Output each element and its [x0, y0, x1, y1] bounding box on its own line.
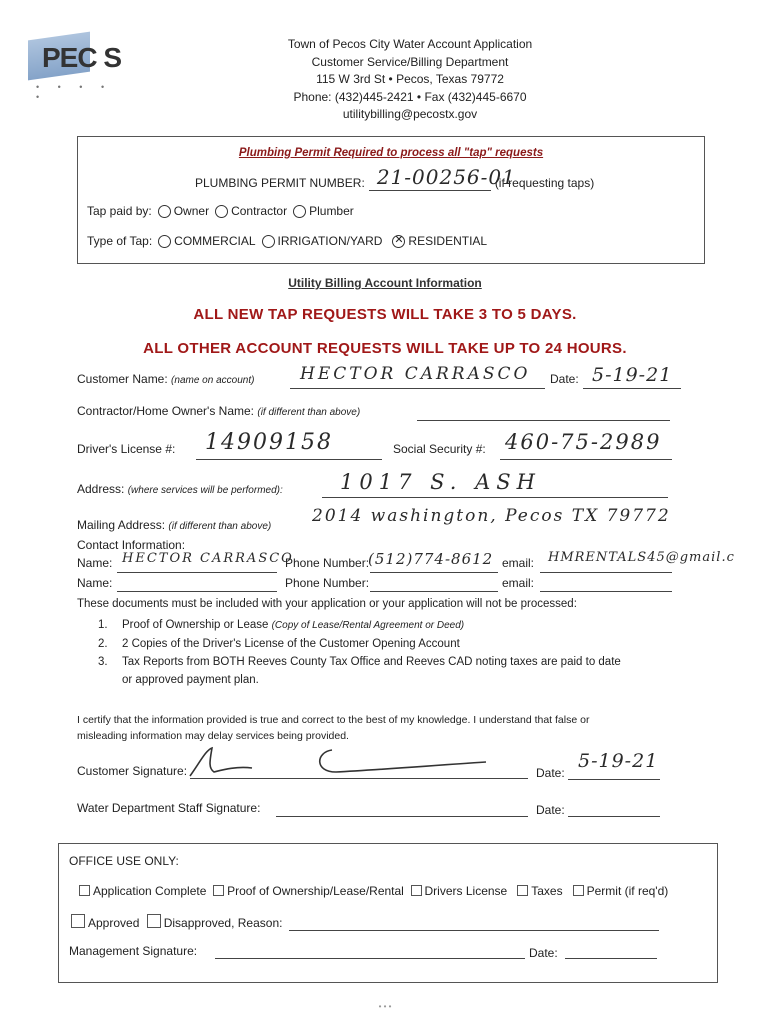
mailing-address-value: 2014 washington, Pecos TX 79772 [312, 506, 671, 526]
checkbox-disapproved[interactable] [147, 914, 161, 928]
tap-paid-plumber-label: Plumber [309, 204, 354, 218]
permit-number-field[interactable] [369, 165, 516, 191]
tap-type-label: Type of Tap: [87, 234, 153, 248]
date-label: Date: [550, 372, 579, 386]
ssn-value: 460-75-2989 [505, 430, 662, 454]
address-value: 1017 S. ASH [340, 470, 541, 494]
customer-name-field[interactable] [290, 388, 545, 389]
letterhead [220, 36, 600, 124]
date-value: 5-19-21 [592, 364, 673, 386]
permit-number-suffix: (if requesting taps) [494, 176, 595, 190]
document-item: 2. 2 Copies of the Driver's License of the Customer Opening Account [98, 638, 460, 650]
staff-date-field[interactable] [568, 816, 660, 817]
header-phone: Phone: (432)445-2421 • Fax (432)445-6670 [293, 89, 527, 104]
logo-text: PEC S [42, 42, 122, 73]
document-item: 1. Proof of Ownership or Lease (Copy of Lease/Rental Agreement or Deed) [98, 619, 465, 631]
customer-date-value: 5-19-21 [578, 750, 659, 772]
drivers-license-value: 14909158 [205, 430, 333, 455]
banner-other-requests: ALL OTHER ACCOUNT REQUESTS WILL TAKE UP TO 24 HOURS. [143, 340, 627, 357]
footer-mark: • • • [378, 1002, 392, 1011]
email2-field[interactable] [540, 591, 672, 592]
radio-irrigation[interactable] [262, 235, 275, 248]
contractor-hint: (if different than above) [257, 407, 361, 418]
contractor-name-field[interactable] [417, 420, 670, 421]
address-label: Address: (where services will be performed): [77, 482, 283, 496]
management-signature-label: Management Signature: [69, 944, 198, 958]
documents-list [98, 616, 698, 689]
checkbox-proof-ownership[interactable] [213, 885, 224, 896]
tap-paid-owner-label: Owner [173, 204, 210, 218]
email-field[interactable] [540, 572, 672, 573]
logo-dots: • • • • • [36, 82, 113, 102]
checkbox-application-complete[interactable] [79, 885, 90, 896]
email-value: HMRENTALS45@gmail.c [548, 550, 735, 565]
phone2-field[interactable] [370, 591, 498, 592]
drivers-license-field[interactable] [196, 459, 382, 460]
customer-name-value: HECTOR CARRASCO [300, 364, 531, 384]
management-date-field[interactable] [565, 958, 657, 959]
office-use-title: OFFICE USE ONLY: [69, 854, 179, 868]
contact-name-field[interactable] [117, 572, 277, 573]
tap-paid-row [87, 204, 354, 218]
ssn-label: Social Security #: [393, 442, 486, 456]
permit-number-label: PLUMBING PERMIT NUMBER: [195, 176, 365, 190]
header-title: Town of Pecos City Water Account Application [287, 37, 533, 51]
contact2-name-field[interactable] [117, 591, 277, 592]
radio-plumber[interactable] [293, 205, 306, 218]
email2-label: email: [502, 576, 535, 590]
certification-text: I certify that the information provided is true and correct to the best of my knowledge. I understand that false or misleading information may delay services being provided. [77, 714, 590, 742]
checkbox-permit[interactable] [573, 885, 584, 896]
customer-name-hint: (name on account) [171, 375, 255, 386]
tap-type-commercial-label: COMMERCIAL [174, 234, 256, 248]
permit-number-value: 21-00256-01 [376, 165, 516, 189]
reason-field[interactable] [289, 930, 659, 931]
email-label: email: [502, 556, 535, 570]
office-checks-row: Application Complete Proof of Ownership/Lease/Rental Drivers License Taxes Permit (if req'd) [79, 884, 668, 898]
permit-number-row [195, 165, 595, 191]
management-date-label: Date: [529, 946, 558, 960]
documents-intro: These documents must be included with your application or your application will not be processed: [77, 598, 577, 610]
header-address: 115 W 3rd St • Pecos, Texas 79772 [316, 72, 504, 86]
staff-date-label: Date: [536, 803, 565, 817]
approval-row: Approved Disapproved, Reason: [71, 914, 282, 930]
date-field[interactable] [583, 388, 681, 389]
staff-signature-label: Water Department Staff Signature: [77, 801, 261, 815]
customer-signature-label: Customer Signature: [77, 764, 188, 778]
contact-info-label: Contact Information: [77, 538, 186, 552]
customer-name-label: Customer Name: (name on account) [77, 372, 255, 386]
checkbox-approved[interactable] [71, 914, 85, 928]
address-field[interactable] [322, 497, 668, 498]
radio-contractor[interactable] [215, 205, 228, 218]
tap-paid-label: Tap paid by: [87, 204, 152, 218]
contractor-name-label: Contractor/Home Owner's Name: (if different than above) [77, 404, 361, 418]
tap-type-residential-label: RESIDENTIAL [408, 234, 488, 248]
radio-commercial[interactable] [158, 235, 171, 248]
tap-type-irrigation-label: IRRIGATION/YARD [277, 234, 383, 248]
ssn-field[interactable] [500, 459, 672, 460]
phone-label: Phone Number: [285, 556, 370, 570]
radio-residential[interactable] [392, 235, 405, 248]
plumbing-permit-box [77, 136, 705, 264]
tap-type-row [87, 234, 487, 248]
contact-name-label: Name: [77, 556, 113, 570]
pecos-logo [14, 30, 124, 100]
permit-notice: Plumbing Permit Required to process all "tap" requests [238, 147, 544, 159]
contact2-name-label: Name: [77, 576, 113, 590]
checkbox-taxes[interactable] [517, 885, 528, 896]
billing-section-title: Utility Billing Account Information [288, 276, 482, 290]
customer-date-label: Date: [536, 766, 565, 780]
tap-paid-contractor-label: Contractor [231, 204, 288, 218]
drivers-license-label: Driver's License #: [77, 442, 176, 456]
contact-name-value: HECTOR CARRASCO [122, 551, 294, 566]
staff-signature-field[interactable] [276, 816, 528, 817]
phone2-label: Phone Number: [285, 576, 370, 590]
customer-date-field[interactable] [568, 779, 660, 780]
management-signature-field[interactable] [215, 958, 525, 959]
office-use-box [58, 843, 718, 983]
mailing-hint: (if different than above) [168, 521, 272, 532]
document-item-continued: or approved payment plan. [122, 674, 259, 686]
header-department: Customer Service/Billing Department [311, 54, 509, 69]
mailing-address-label: Mailing Address: (if different than above) [77, 518, 272, 532]
customer-signature-image [186, 742, 526, 782]
banner-new-tap: ALL NEW TAP REQUESTS WILL TAKE 3 TO 5 DAYS. [193, 306, 577, 323]
address-hint: (where services will be performed): [127, 485, 283, 496]
header-email: utilitybilling@pecostx.gov [342, 107, 478, 121]
phone-value: (512)774-8612 [368, 550, 494, 568]
phone-field[interactable] [370, 572, 498, 573]
radio-owner[interactable] [158, 205, 171, 218]
document-item: 3. Tax Reports from BOTH Reeves County Tax Office and Reeves CAD noting taxes are paid to date [98, 656, 621, 668]
checkbox-drivers-license[interactable] [411, 885, 422, 896]
